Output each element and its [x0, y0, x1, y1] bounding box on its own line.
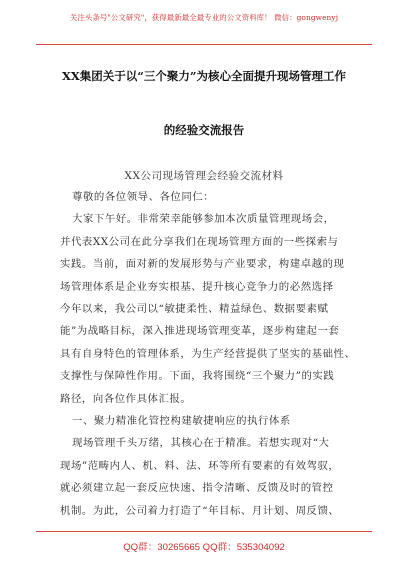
body-text-line: 现场”范畴内人、机、料、法、环等所有要素的有效驾驭，: [60, 459, 340, 472]
body-text-line: 尊敬的各位领导、各位同仁：: [72, 191, 215, 203]
body-text-line: 场管理体系是企业夯实根基、提升核心竞争力的必然选择: [60, 280, 334, 293]
footer-contact: QQ群：30265665 QQ群：535304092: [123, 542, 285, 553]
footer-divider: [36, 531, 372, 532]
body-text-line: 现场管理千头万绪，其核心在于精准。若想实现对“大: [72, 437, 330, 450]
document-title-line-1: XX集团关于以“三个聚力”为核心全面提升现场管理工作: [61, 69, 347, 83]
body-text-line: 支撑性与保障性作用。下面，我将围绕“三个聚力”的实践: [60, 370, 335, 383]
body-text-line: 并代表XX公司在此分享我们在现场管理方面的一些探索与: [60, 235, 339, 248]
body-text-line: 能”为战略目标，深入推进现场管理变革，逐步构建起一套: [60, 325, 340, 338]
body-text-line: 大家下午好。非常荣幸能够参加本次质量管理现场会，: [72, 213, 335, 226]
body-text-line: 今年以来，我公司以“敏捷柔性、精益绿色、数据要素赋: [60, 303, 329, 315]
document-title-line-2: 的经验交流报告: [163, 123, 245, 137]
document-subtitle: XX公司现场管理会经验交流材料: [124, 170, 284, 182]
body-text-line: 实践。当前，面对新的发展形势与产业要求，构建卓越的现: [60, 258, 345, 271]
header-divider: [36, 44, 372, 45]
header-note: 关注头条号"公文研究"，获得最新最全最专业的公文资料库！ 微信：gongwenyj: [69, 13, 339, 22]
body-text-line: 就必须建立起一套反应快速、指令清晰、反馈及时的管控: [60, 482, 334, 495]
body-text-line: 路径，向各位作具体汇报。: [60, 392, 192, 405]
section-heading: 一、聚力精准化管控构建敏捷响应的执行体系: [72, 415, 291, 427]
body-text-line: 具有自身特色的管理体系，为生产经营提供了坚实的基础性、: [60, 347, 356, 360]
body-text-line: 机制。为此，公司着力打造了“年目标、月计划、周反馈、: [60, 504, 340, 517]
